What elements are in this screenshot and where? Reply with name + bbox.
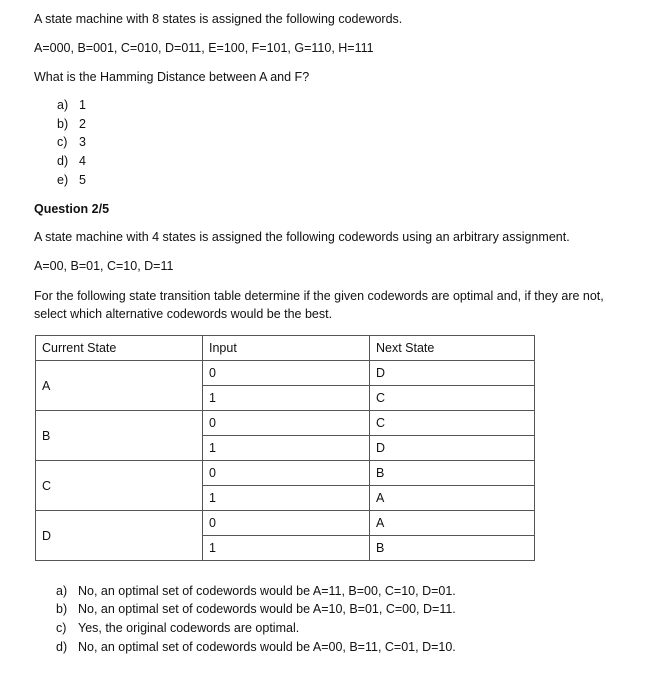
table-row bbox=[36, 361, 535, 386]
q2-instructions: For the following state transition table determine if the given codewords are optimal and, if they are not, select which alternative codewords would be the best. bbox=[34, 289, 604, 321]
table-row bbox=[36, 411, 535, 436]
q2-option-a[interactable]: a) No, an optimal set of codewords would be A=11, B=00, C=10, D=01. bbox=[56, 584, 456, 598]
header-input: Input bbox=[203, 336, 370, 361]
current-state-cell: D bbox=[36, 511, 203, 561]
q1-codewords: A=000, B=001, C=010, D=011, E=100, F=101, G=110, H=111 bbox=[34, 41, 374, 55]
current-state-cell: A bbox=[36, 361, 203, 411]
q1-option-b[interactable]: b) 2 bbox=[57, 117, 86, 131]
state-transition-table bbox=[35, 335, 535, 561]
input-cell: 0 bbox=[203, 461, 370, 486]
input-cell: 1 bbox=[203, 386, 370, 411]
header-current-state: Current State bbox=[36, 336, 203, 361]
q2-heading: Question 2/5 bbox=[34, 202, 110, 216]
header-next-state: Next State bbox=[370, 336, 535, 361]
next-state-cell: C bbox=[370, 386, 535, 411]
q1-option-e[interactable]: e) 5 bbox=[57, 173, 86, 187]
q2-intro: A state machine with 4 states is assigned the following codewords using an arbitrary assignment. bbox=[34, 230, 570, 244]
input-cell: 1 bbox=[203, 436, 370, 461]
next-state-cell: D bbox=[370, 361, 535, 386]
input-cell: 0 bbox=[203, 511, 370, 536]
table-header-row bbox=[36, 336, 535, 361]
q1-option-c[interactable]: c) 3 bbox=[57, 135, 86, 149]
next-state-cell: B bbox=[370, 461, 535, 486]
next-state-cell: A bbox=[370, 486, 535, 511]
q1-question: What is the Hamming Distance between A and F? bbox=[34, 70, 310, 84]
current-state-cell: C bbox=[36, 461, 203, 511]
q2-codewords: A=00, B=01, C=10, D=11 bbox=[34, 259, 174, 273]
q2-option-b[interactable]: b) No, an optimal set of codewords would be A=10, B=01, C=00, D=11. bbox=[56, 602, 456, 616]
q1-option-a[interactable]: a) 1 bbox=[57, 98, 86, 112]
q1-option-d[interactable]: d) 4 bbox=[57, 154, 86, 168]
input-cell: 1 bbox=[203, 486, 370, 511]
input-cell: 1 bbox=[203, 536, 370, 561]
input-cell: 0 bbox=[203, 411, 370, 436]
next-state-cell: C bbox=[370, 411, 535, 436]
q2-option-c[interactable]: c) Yes, the original codewords are optimal. bbox=[56, 621, 300, 635]
table-row bbox=[36, 461, 535, 486]
table-row bbox=[36, 511, 535, 536]
next-state-cell: D bbox=[370, 436, 535, 461]
q2-option-d[interactable]: d) No, an optimal set of codewords would be A=00, B=11, C=01, D=10. bbox=[56, 640, 456, 654]
next-state-cell: A bbox=[370, 511, 535, 536]
next-state-cell: B bbox=[370, 536, 535, 561]
current-state-cell: B bbox=[36, 411, 203, 461]
input-cell: 0 bbox=[203, 361, 370, 386]
q1-intro: A state machine with 8 states is assigned the following codewords. bbox=[34, 12, 403, 26]
